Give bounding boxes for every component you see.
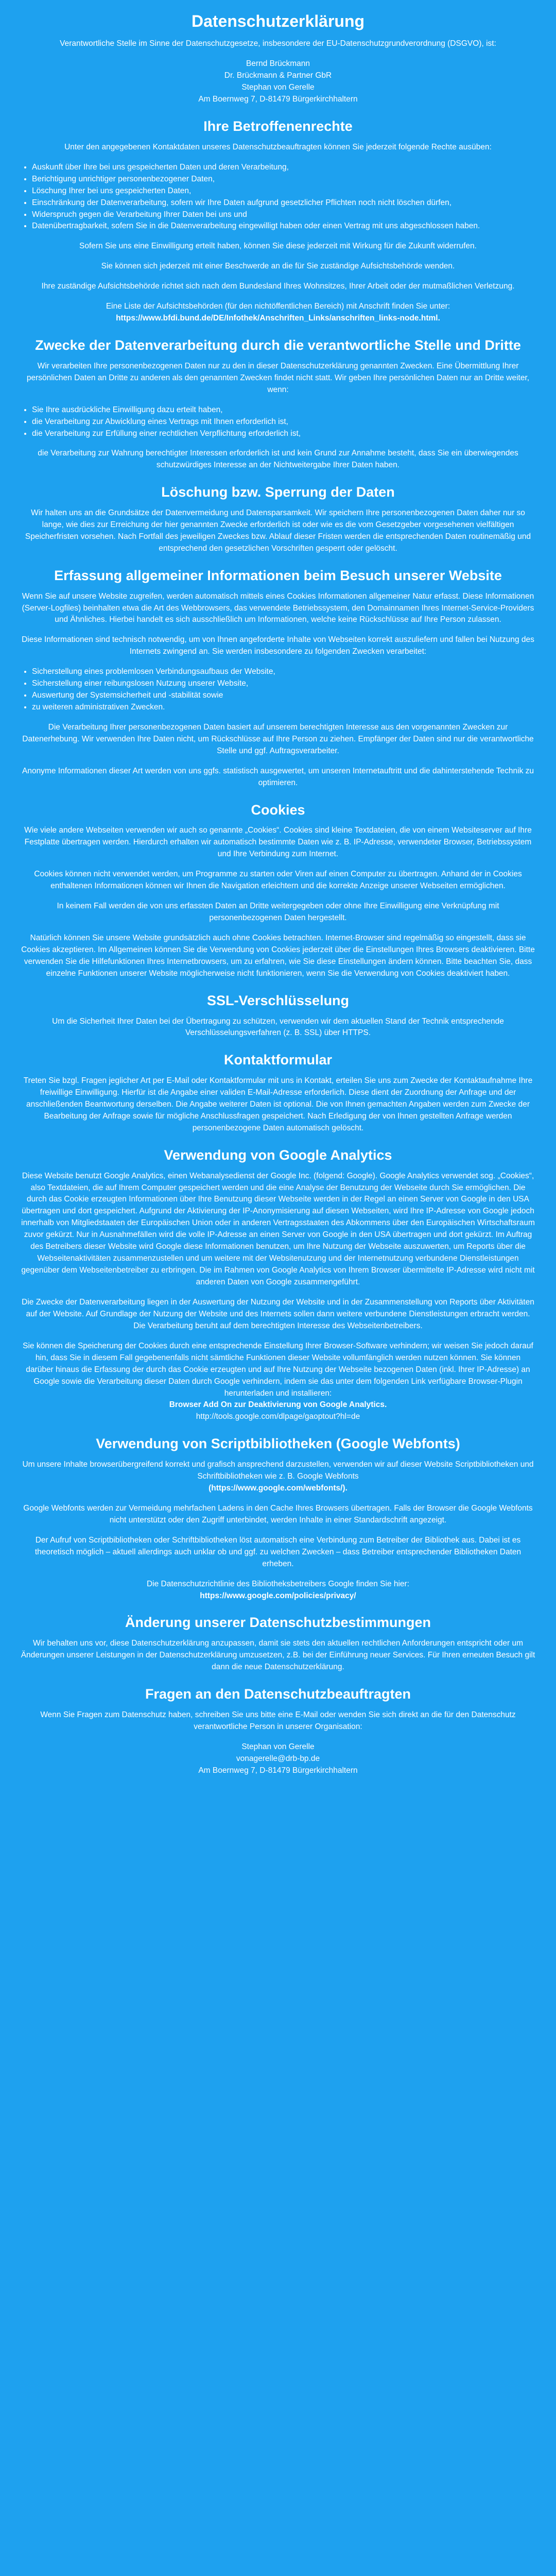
script-libraries-section: [21, 1435, 535, 1602]
rights-section: [21, 118, 535, 325]
policy-changes-title: Änderung unserer Datenschutzbestimmungen: [125, 1615, 431, 1631]
list-item: • Löschung Ihrer bei uns gespeicherten Daten,: [32, 185, 535, 197]
cookies-title: Cookies: [251, 802, 305, 818]
dpo-email-line: [21, 1753, 535, 1765]
responsible-company: Dr. Brückmann & Partner GbR: [224, 71, 332, 80]
rights-list: [21, 162, 535, 233]
cookies-section: [21, 802, 535, 980]
list-item: • Einschränkung der Datenverarbeitung, sofern wir Ihre Daten aufgrund gesetzlicher Pflichten noch nicht löschen dürfen,: [32, 197, 535, 209]
general-info-text-2: Diese Informationen sind technisch notwendig, um von Ihnen angeforderte Inhalte von Webseiten korrekt auszuliefern und fallen bei Nutzung des Internets zwingend an. Sie werden insbesondere zu folgenden Zwecken verarbeitet:: [22, 635, 534, 656]
responsible-name: Bernd Brückmann: [246, 59, 310, 69]
list-item: • Auswertung der Systemsicherheit und -stabilität sowie: [32, 690, 535, 702]
dpo-email-link[interactable]: vonagerelle@drb-bp.de: [236, 1754, 320, 1763]
script-libraries-title: Verwendung von Scriptbibliotheken (Google Webfonts): [96, 1436, 460, 1452]
contact-form-section: [21, 1052, 535, 1134]
script-libraries-text-1-body: Um unsere Inhalte browserübergreifend korrekt und grafisch ansprechend darzustellen, verwenden wir auf dieser Website Scriptbibliotheken und Schriftbibliotheken wie z. B. Google Webfonts: [22, 1460, 534, 1481]
google-privacy-link[interactable]: https://www.google.com/policies/privacy/: [200, 1591, 356, 1600]
list-item: • die Verarbeitung zur Abwicklung eines Vertrags mit Ihnen erforderlich ist,: [32, 416, 535, 428]
general-info-text-1: Wenn Sie auf unsere Website zugreifen, werden automatisch mittels eines Cookies Informationen allgemeiner Natur erfasst. Diese Informationen (Server-Logfiles) beinhalten etwa die Art des Webbrowsers, das verwendete Betriebssystem, den Domainnamen Ihres Internet-Service-Providers und Ähnliches. Hierbei handelt es sich ausschließlich um Informationen, welche keine Rückschlüsse auf Ihre Person zulassen.: [22, 591, 534, 624]
google-analytics-text-1: Diese Website benutzt Google Analytics, einen Webanalysedienst der Google Inc. (folgend: Google). Google Analytics verwendet sog. „Cookies“, also Textdateien, die auf Ihrem Computer gespeichert werden und die eine Analyse der Benutzung der Webseite durch Sie ermöglichen. Die durch das Cookie erzeugten Informationen über Ihre Benutzung dieser Webseite werden in der Regel an einen Server von Google in den USA übertragen und dort gespeichert. Aufgrund der Aktivierung der IP-Anonymisierung auf diesen Webseiten, wird Ihre IP-Adresse von Google jedoch innerhalb von Mitgliedstaaten der Europäischen Union oder in anderen Vertragsstaaten des Abkommens über den Europäischen Wirtschaftsraum zuvor gekürzt. Nur in Ausnahmefällen wird die volle IP-Adresse an einen Server von Google in den USA übertragen und dort gekürzt. Im Auftrag des Betreibers dieser Website wird Google diese Informationen benutzen, um Ihre Nutzung der Webseite auszuwerten, um Reports über die Webseitenaktivitäten zusammenzustellen und um weitere mit der Websitenutzung und der Internetnutzung verbundene Dienstleistungen gegenüber dem Webseitenbetreiber zu erbringen. Die im Rahmen von Google Analytics von Ihrem Browser übermittelte IP-Adresse wird nicht mit anderen Daten von Google zusammengeführt.: [21, 1171, 535, 1287]
policy-changes-section: [21, 1614, 535, 1673]
list-item: • Berichtigung unrichtiger personenbezogener Daten,: [32, 174, 535, 185]
script-libraries-text-3: Der Aufruf von Scriptbibliotheken oder Schriftbibliotheken löst automatisch eine Verbindung zum Betreiber der Bibliothek aus. Dabei ist es theoretisch möglich – aktuell allerdings auch unklar ob und ggf. zu welchen Zwecken – dass Betreiber entsprechender Bibliotheken Daten erheben.: [34, 1535, 522, 1568]
purposes-text: Wir verarbeiten Ihre personenbezogenen Daten nur zu den in dieser Datenschutzerklärung genannten Zwecken. Eine Übermittlung Ihrer persönlichen Daten an Dritte zu anderen als den genannten Zwecken findet nicht statt. Wir geben Ihre persönlichen Daten nur an Dritte weiter, wenn:: [26, 361, 530, 394]
rights-intro: Unter den angegebenen Kontaktdaten unseres Datenschutzbeauftragten können Sie jederzeit folgende Rechte ausüben:: [64, 142, 492, 151]
list-item: • Sicherstellung einer reibungslosen Nutzung unserer Website,: [32, 678, 535, 690]
rights-consent: Sofern Sie uns eine Einwilligung erteilt haben, können Sie diese jederzeit mit Wirkung für die Zukunft widerrufen.: [79, 242, 477, 251]
ga-optout-addon-link[interactable]: Browser Add On zur Deaktivierung von Google Analytics.: [169, 1400, 387, 1410]
rights-complaint: Sie können sich jederzeit mit einer Beschwerde an die für Sie zuständige Aufsichtsbehörde wenden.: [101, 262, 455, 271]
ssl-title: SSL-Verschlüsselung: [206, 992, 350, 1008]
dpo-city: Am Boernweg 7, D-81479 Bürgerkirchhaltern: [198, 1766, 358, 1775]
dpo-address: [21, 1741, 535, 1777]
authorities-link[interactable]: https://www.bfdi.bund.de/DE/Infothek/Anschriften_Links/anschriften_links-node.html.: [116, 314, 440, 323]
general-info-title: Erfassung allgemeiner Informationen beim Besuch unserer Website: [54, 567, 502, 583]
list-item: • Sicherstellung eines problemlosen Verbindungsaufbaus der Website,: [32, 666, 535, 678]
script-libraries-text-2: Google Webfonts werden zur Vermeidung mehrfachen Ladens in den Cache Ihres Browsers übertragen. Falls der Browser die Google Webfonts nicht unterstützt oder den Zugriff unterbindet, werden Inhalte in einer Standardschrift angezeigt.: [23, 1503, 533, 1524]
rights-authority: Ihre zuständige Aufsichtsbehörde richtet sich nach dem Bundesland Ihres Wohnsitzes, Ihrer Arbeit oder der mutmaßlichen Verletzung.: [41, 282, 515, 291]
list-item: • Sie Ihre ausdrückliche Einwilligung dazu erteilt haben,: [32, 404, 535, 416]
cookies-text-3: In keinem Fall werden die von uns erfassten Daten an Dritte weitergegeben oder ohne Ihre Einwilligung eine Verknüpfung mit personenbezogenen Daten hergestellt.: [57, 902, 499, 923]
general-info-text-3: Die Verarbeitung Ihrer personenbezogenen Daten basiert auf unserem berechtigten Interesse aus den vorgenannten Zwecken zur Datenerhebung. Wir verwenden Ihre Daten nicht, um Rückschlüsse auf Ihre Person zu ziehen. Empfänger der Daten sind nur die verantwortliche Stelle und ggf. Auftragsverarbeiter.: [22, 723, 534, 755]
responsible-street: Stephan von Gerelle: [241, 83, 315, 92]
list-item: • die Verarbeitung zur Erfüllung einer rechtlichen Verpflichtung erforderlich ist,: [32, 428, 535, 440]
responsible-address: [21, 58, 535, 106]
script-libraries-text-4-body: Die Datenschutzrichtlinie des Bibliotheksbetreibers Google finden Sie hier:: [146, 1579, 410, 1588]
purposes-list: [21, 404, 535, 440]
page-title: Datenschutzerklärung: [191, 12, 365, 30]
cookies-text-4: Natürlich können Sie unsere Website grundsätzlich auch ohne Cookies betrachten. Internet-Browser sind regelmäßig so eingestellt, dass sie Cookies akzeptieren. Im Allgemeinen können Sie die Verwendung von Cookies jederzeit über die Einstellungen Ihres Browsers deaktivieren. Bitte verwenden Sie die Hilfefunktionen Ihres Internetbrowsers, um zu erfahren, wie Sie diese Einstellungen ändern können. Bitte beachten Sie, dass einzelne Funktionen unserer Website möglicherweise nicht funktionieren, wenn Sie die Verwendung von Cookies deaktiviert haben.: [21, 934, 535, 978]
list-item: • Datenübertragbarkeit, sofern Sie in die Datenverarbeitung eingewilligt haben oder einen Vertrag mit uns abgeschlossen haben.: [32, 221, 535, 232]
data-protection-officer-section: [21, 1686, 535, 1776]
list-item: • Auskunft über Ihre bei uns gespeicherten Daten und deren Verarbeitung,: [32, 162, 535, 174]
google-analytics-section: [21, 1147, 535, 1423]
purposes-text-2: die Verarbeitung zur Wahrung berechtigter Interessen erforderlich ist und kein Grund zur Annahme besteht, dass Sie ein überwiegendes schutzwürdiges Interesse an der Nichtweitergabe Ihrer Daten haben.: [38, 449, 518, 470]
script-libraries-text-4: [21, 1579, 535, 1602]
google-analytics-text-3-body: Sie können die Speicherung der Cookies durch eine entsprechende Einstellung Ihrer Browser-Software verhindern; wir weisen Sie jedoch darauf hin, dass Sie in diesem Fall gegebenenfalls nicht sämtliche Funktionen dieser Website vollumfänglich werden nutzen können. Sie können darüber hinaus die Erfassung der durch das Cookie erzeugten und auf Ihre Nutzung der Webseite bezogenen Daten (inkl. Ihrer IP-Adresse) an Google sowie die Verarbeitung dieser Daten durch Google verhindern, indem sie das unter dem folgenden Link verfügbare Browser-Plugin herunterladen und installieren:: [23, 1341, 533, 1398]
list-item: • zu weiteren administrativen Zwecken.: [32, 702, 535, 714]
deletion-text: Wir halten uns an die Grundsätze der Datenvermeidung und Datensparsamkeit. Wir speichern Ihre personenbezogenen Daten daher nur so lange, wie dies zur Erreichung der hier genannten Zwecke erforderlich ist oder wie es die vom Gesetzgeber vorgesehenen vielfältigen Speicherfristen vorsehen. Nach Fortfall des jeweiligen Zweckes bzw. Ablauf dieser Fristen werden die entsprechenden Daten routinemäßig und entsprechend den gesetzlichen Vorschriften gesperrt oder gelöscht.: [25, 509, 531, 553]
contact-form-text: Treten Sie bzgl. Fragen jeglicher Art per E-Mail oder Kontaktformular mit uns in Kontakt, erteilen Sie uns zum Zwecke der Kontaktaufnahme Ihre freiwillige Einwilligung. Hierfür ist die Angabe einer validen E-Mail-Adresse erforderlich. Diese dient der Zuordnung der Anfrage und der anschließenden Beantwortung derselben. Die Angabe weiterer Daten ist optional. Die von Ihnen gemachten Angaben werden zum Zwecke der Bearbeitung der Anfrage sowie für mögliche Anschlussfragen gespeichert. Nach Erledigung der von Ihnen gestellten Anfrage werden personenbezogene Daten automatisch gelöscht.: [23, 1076, 533, 1132]
general-info-section: [21, 567, 535, 789]
google-analytics-title: Verwendung von Google Analytics: [164, 1147, 392, 1163]
purposes-section: [21, 337, 535, 471]
responsible-city: Am Boernweg 7, D-81479 Bürgerkirchhaltern: [198, 95, 358, 104]
deletion-title: Löschung bzw. Sperrung der Daten: [161, 484, 395, 500]
general-info-text-4: Anonyme Informationen dieser Art werden von uns ggfs. statistisch ausgewertet, um unseren Internetauftritt und die dahinterstehende Technik zu optimieren.: [22, 766, 534, 787]
script-libraries-text-1: [21, 1459, 535, 1495]
policy-changes-text: Wir behalten uns vor, diese Datenschutzerklärung anzupassen, damit sie stets den aktuellen rechtlichen Anforderungen entspricht oder um Änderungen unserer Leistungen in der Datenschutzerklärung umzusetzen, z.B. bei der Einführung neuer Services. Für Ihren erneuten Besuch gilt dann die neue Datenschutzerklärung.: [21, 1639, 535, 1672]
ga-optout-url-link[interactable]: http://tools.google.com/dlpage/gaoptout?hl=de: [196, 1412, 360, 1421]
rights-list-label: Eine Liste der Aufsichtsbehörden (für den nichtöffentlichen Bereich) mit Anschrift finden Sie unter:: [106, 302, 450, 311]
google-webfonts-link[interactable]: (https://www.google.com/webfonts/).: [208, 1483, 348, 1493]
dpo-title: Fragen an den Datenschutzbeauftragten: [145, 1686, 411, 1702]
deletion-section: [21, 484, 535, 555]
ssl-section: [21, 992, 535, 1040]
rights-list-text: [21, 301, 535, 325]
list-item: • Widerspruch gegen die Verarbeitung Ihrer Daten bei uns und: [32, 209, 535, 221]
contact-form-title: Kontaktformular: [223, 1052, 332, 1068]
responsible-party-section: [21, 38, 535, 106]
cookies-text-2: Cookies können nicht verwendet werden, um Programme zu starten oder Viren auf einen Computer zu übertragen. Anhand der in Cookies enthaltenen Informationen können wir Ihnen die Navigation erleichtern und die korrekte Anzeige unserer Webseiten ermöglichen.: [34, 870, 522, 891]
cookies-text-1: Wie viele andere Webseiten verwenden wir auch so genannte „Cookies“. Cookies sind kleine Textdateien, die von einem Websiteserver auf Ihre Festplatte übertragen werden. Hierdurch erhalten wir automatisch bestimmte Daten wie z. B. IP-Adresse, verwendeter Browser, Betriebssystem und Ihre Verbindung zum Internet.: [24, 826, 532, 859]
rights-title: Ihre Betroffenenrechte: [203, 118, 353, 134]
dpo-text: Wenn Sie Fragen zum Datenschutz haben, schreiben Sie uns bitte eine E-Mail oder wenden Sie sich direkt an die für den Datenschutz verantwortliche Person in unserer Organisation:: [40, 1710, 516, 1731]
purposes-title: Zwecke der Datenverarbeitung durch die verantwortliche Stelle und Dritte: [35, 337, 521, 353]
intro-text: Verantwortliche Stelle im Sinne der Datenschutzgesetze, insbesondere der EU-Datenschutzgrundverordnung (DSGVO), ist:: [60, 39, 496, 48]
ssl-text: Um die Sicherheit Ihrer Daten bei der Übertragung zu schützen, verwenden wir dem aktuellen Stand der Technik entsprechende Verschlüsselungsverfahren (z. B. SSL) über HTTPS.: [52, 1016, 504, 1038]
google-analytics-text-2: Die Zwecke der Datenverarbeitung liegen in der Auswertung der Nutzung der Website und in der Zusammenstellung von Reports über Aktivitäten auf der Website. Auf Grundlage der Nutzung der Website und des Internets sollen dann weitere verbundene Dienstleistungen erbracht werden. Die Verarbeitung beruht auf dem berechtigten Interesse des Webseitenbetreibers.: [22, 1297, 534, 1330]
google-analytics-text-3: [21, 1341, 535, 1423]
dpo-name: Stephan von Gerelle: [241, 1742, 315, 1751]
general-info-list: [21, 666, 535, 714]
